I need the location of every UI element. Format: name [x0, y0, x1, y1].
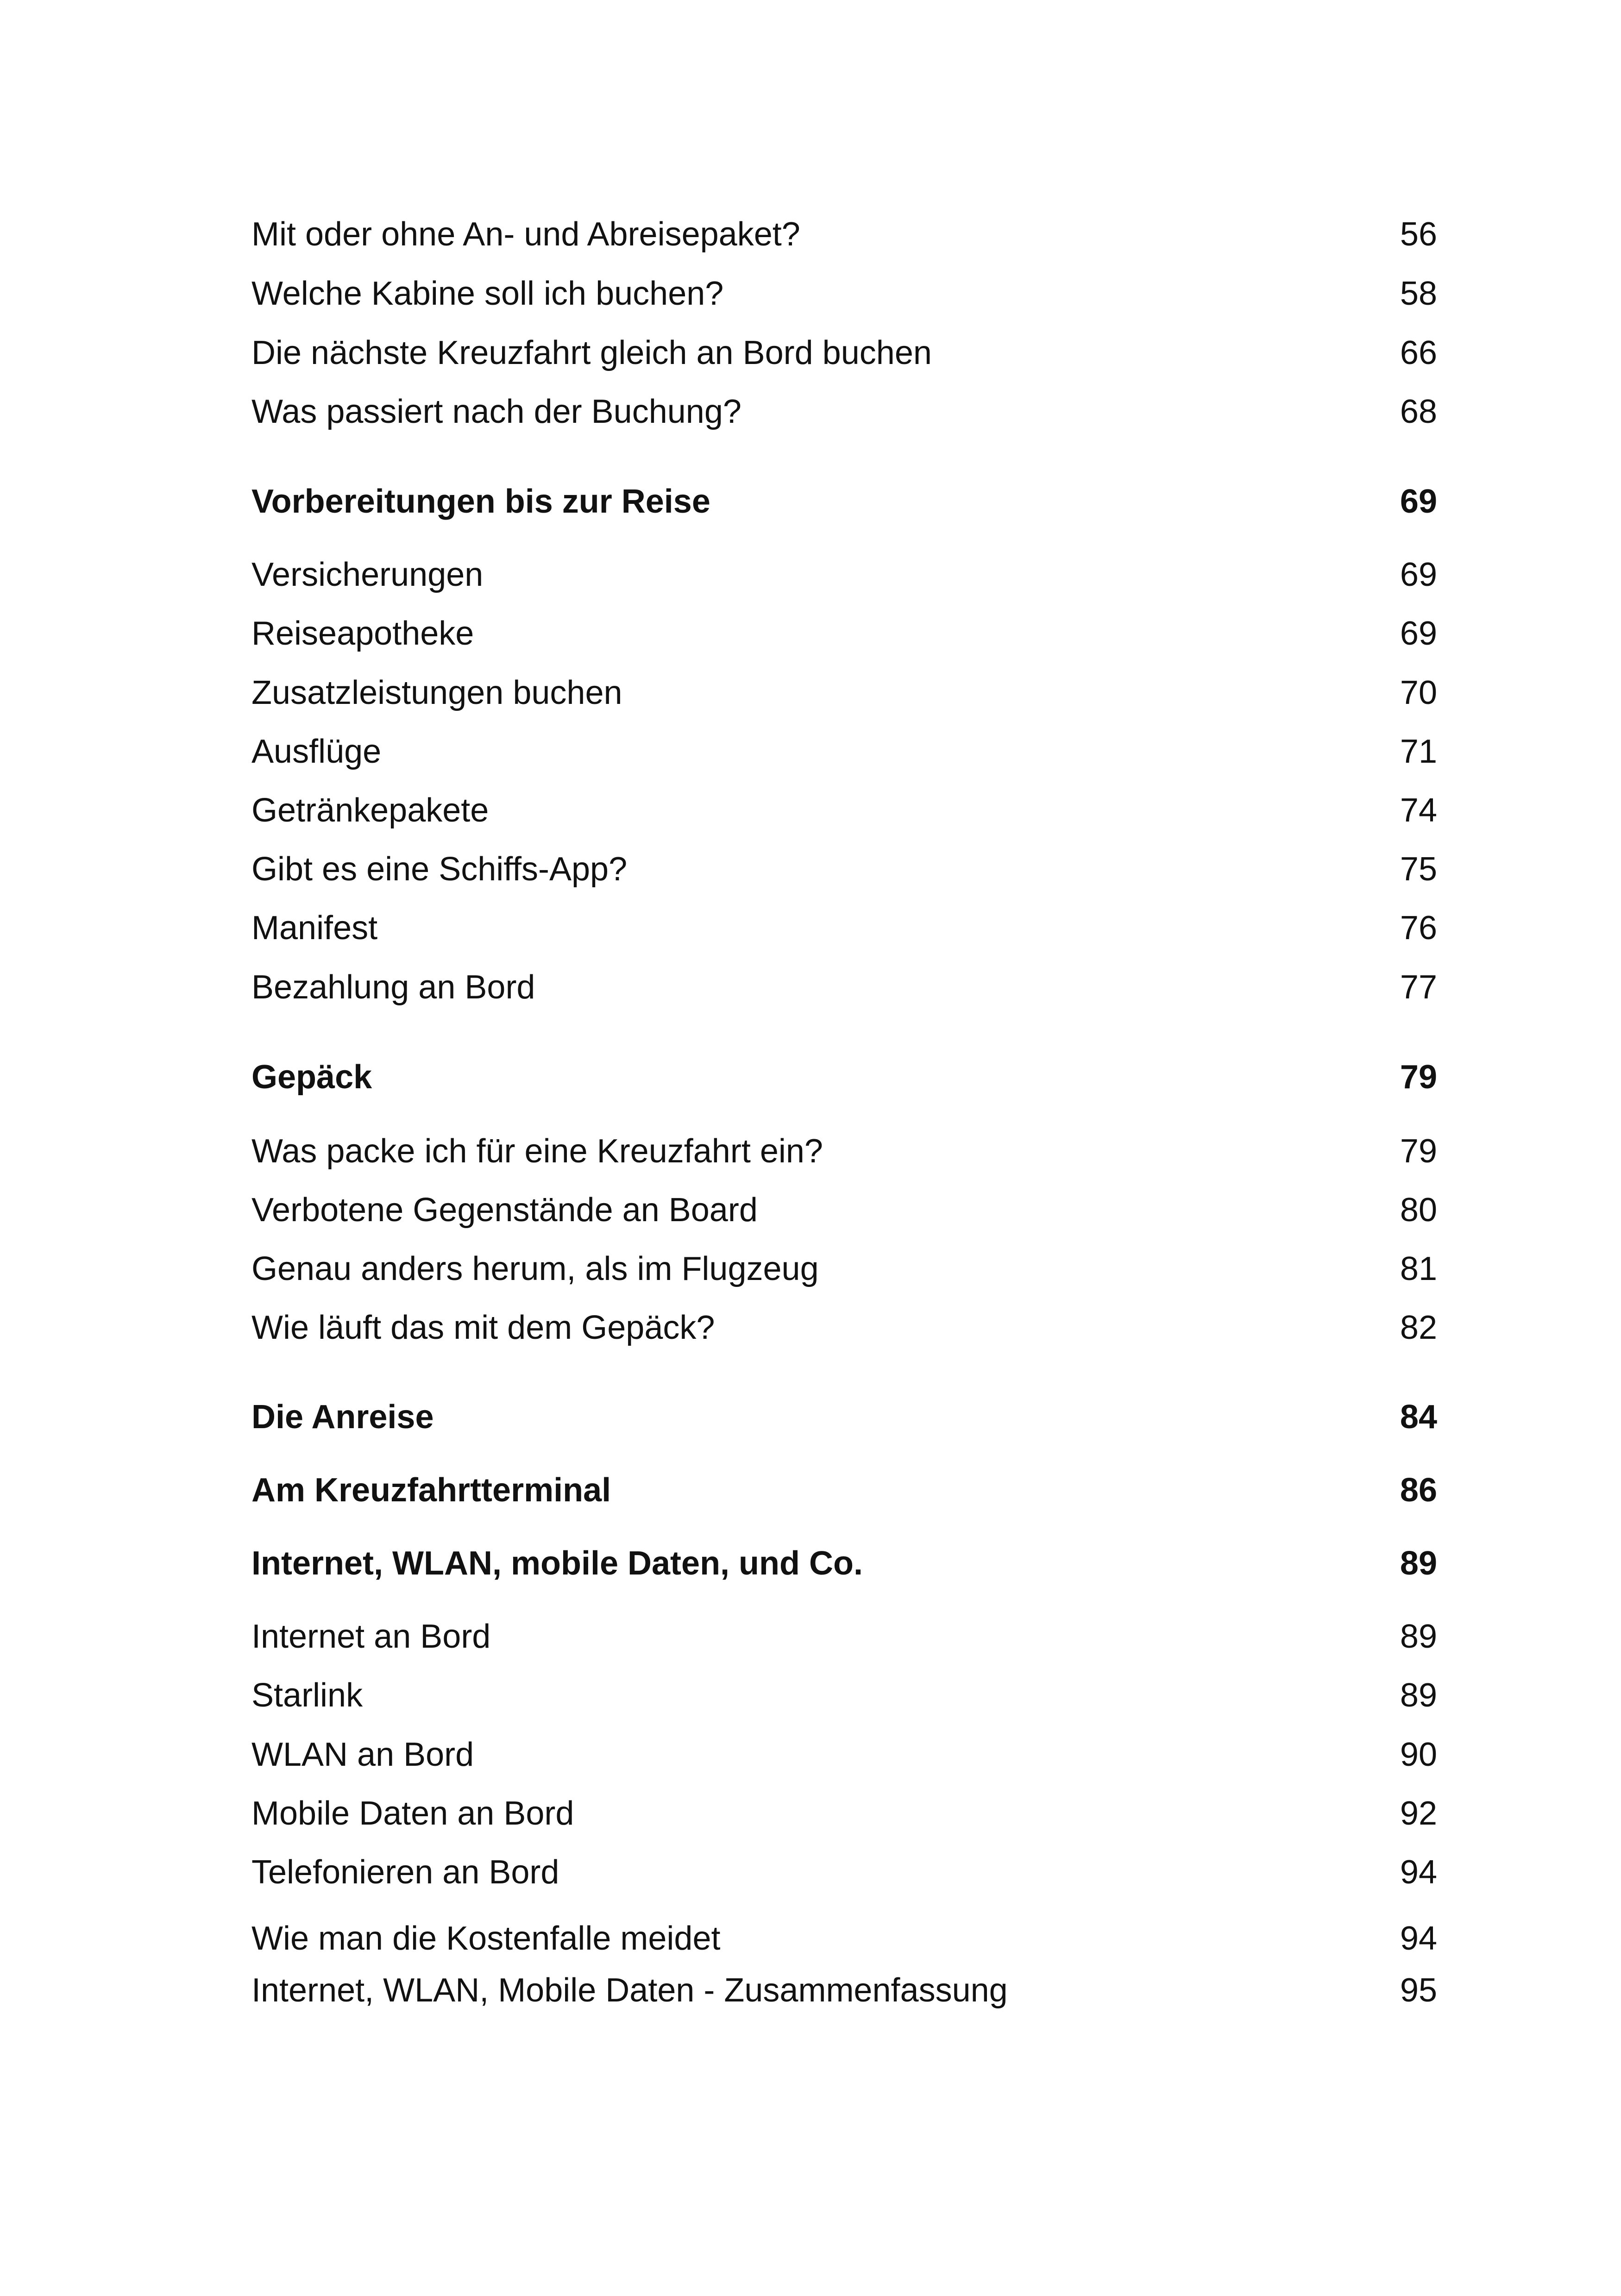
toc-entry-title: Genau anders herum, als im Flugzeug [251, 1250, 819, 1287]
toc-entry-page-number: 92 [1400, 1795, 1437, 1832]
toc-entry-page-number: 79 [1400, 1059, 1437, 1096]
toc-entry-page-number: 95 [1400, 1972, 1437, 2009]
toc-section-heading [251, 1060, 1437, 1094]
toc-entry [251, 676, 1437, 709]
toc-entry-title: Getränkepakete [251, 792, 489, 829]
toc-entry [251, 794, 1437, 827]
toc-entry [251, 1620, 1437, 1653]
toc-entry-page-number: 86 [1400, 1472, 1437, 1509]
toc-entry [251, 1679, 1437, 1712]
toc-entry-page-number: 77 [1400, 969, 1437, 1006]
toc-entry [251, 1193, 1437, 1227]
toc-entry-title: Wie läuft das mit dem Gepäck? [251, 1309, 715, 1346]
toc-entry [251, 1135, 1437, 1168]
toc-entry-page-number: 89 [1400, 1677, 1437, 1714]
toc-entry-page-number: 58 [1400, 275, 1437, 312]
toc-entry-title: Mit oder ohne An- und Abreisepaket? [251, 216, 800, 253]
toc-entry-page-number: 69 [1400, 483, 1437, 520]
toc-entry-title: Verbotene Gegenstände an Board [251, 1192, 758, 1229]
toc-entry-page-number: 89 [1400, 1545, 1437, 1582]
toc-entry-title: Bezahlung an Bord [251, 969, 535, 1006]
toc-entry [251, 911, 1437, 945]
toc-entry-title: Welche Kabine soll ich buchen? [251, 275, 724, 312]
toc-entry [251, 1738, 1437, 1771]
toc-entry-title: Internet an Bord [251, 1618, 491, 1655]
toc-entry [251, 395, 1437, 428]
toc-entry-page-number: 82 [1400, 1309, 1437, 1346]
toc-entry-title: Internet, WLAN, mobile Daten, und Co. [251, 1545, 863, 1582]
toc-entry [251, 558, 1437, 591]
toc-entry-title: Die nächste Kreuzfahrt gleich an Bord buchen [251, 334, 932, 371]
toc-entry-title: Mobile Daten an Bord [251, 1795, 574, 1832]
toc-entry-title: Ausflüge [251, 733, 382, 770]
toc-entry [251, 1252, 1437, 1286]
toc-entry-page-number: 94 [1400, 1854, 1437, 1891]
toc-entry [251, 735, 1437, 768]
toc-entry [251, 617, 1437, 650]
toc-entry-page-number: 71 [1400, 733, 1437, 770]
toc-section-heading [251, 485, 1437, 518]
toc-entry-page-number: 90 [1400, 1736, 1437, 1773]
toc-entry [251, 277, 1437, 310]
toc-entry-title: Reiseapotheke [251, 615, 474, 652]
toc-entry-title: Starlink [251, 1677, 363, 1714]
toc-entry-page-number: 70 [1400, 674, 1437, 711]
toc-entry-page-number: 84 [1400, 1399, 1437, 1436]
toc-entry-page-number: 94 [1400, 1920, 1437, 1957]
toc-entry [251, 218, 1437, 251]
toc-entry [251, 1311, 1437, 1344]
toc-entry [251, 1856, 1437, 1889]
toc-entry-title: Was passiert nach der Buchung? [251, 393, 741, 430]
toc-entry [251, 336, 1437, 370]
toc-entry-page-number: 80 [1400, 1192, 1437, 1229]
toc-entry-page-number: 81 [1400, 1250, 1437, 1287]
toc-entry-page-number: 56 [1400, 216, 1437, 253]
toc-entry-title: Was packe ich für eine Kreuzfahrt ein? [251, 1133, 823, 1170]
toc-section-heading [251, 1400, 1437, 1434]
toc-section-heading [251, 1474, 1437, 1507]
toc-entry [251, 1922, 1437, 1955]
toc-entry-page-number: 69 [1400, 556, 1437, 593]
toc-entry-title: Gepäck [251, 1059, 372, 1096]
toc-entry-page-number: 76 [1400, 910, 1437, 947]
toc-entry-title: Gibt es eine Schiffs-App? [251, 851, 628, 888]
toc-entry-page-number: 89 [1400, 1618, 1437, 1655]
toc-entry-title: Manifest [251, 910, 378, 947]
toc-entry [251, 971, 1437, 1004]
toc-entry-title: Telefonieren an Bord [251, 1854, 559, 1891]
toc-entry-title: Zusatzleistungen buchen [251, 674, 622, 711]
toc-entry-title: Versicherungen [251, 556, 484, 593]
toc-entry [251, 1797, 1437, 1830]
toc-entry-page-number: 75 [1400, 851, 1437, 888]
toc-entry-page-number: 69 [1400, 615, 1437, 652]
toc-entry-page-number: 79 [1400, 1133, 1437, 1170]
toc-entry [251, 1974, 1437, 2007]
toc-entry-title: Vorbereitungen bis zur Reise [251, 483, 710, 520]
toc-entry-title: Die Anreise [251, 1399, 434, 1436]
toc-section-heading [251, 1547, 1437, 1580]
toc-entry-title: WLAN an Bord [251, 1736, 474, 1773]
toc-entry [251, 853, 1437, 886]
toc-entry-page-number: 68 [1400, 393, 1437, 430]
toc-entry-title: Wie man die Kostenfalle meidet [251, 1920, 721, 1957]
toc-entry-title: Am Kreuzfahrtterminal [251, 1472, 611, 1509]
toc-entry-page-number: 66 [1400, 334, 1437, 371]
toc-entry-title: Internet, WLAN, Mobile Daten - Zusammenfassung [251, 1972, 1008, 2009]
toc-entry-page-number: 74 [1400, 792, 1437, 829]
